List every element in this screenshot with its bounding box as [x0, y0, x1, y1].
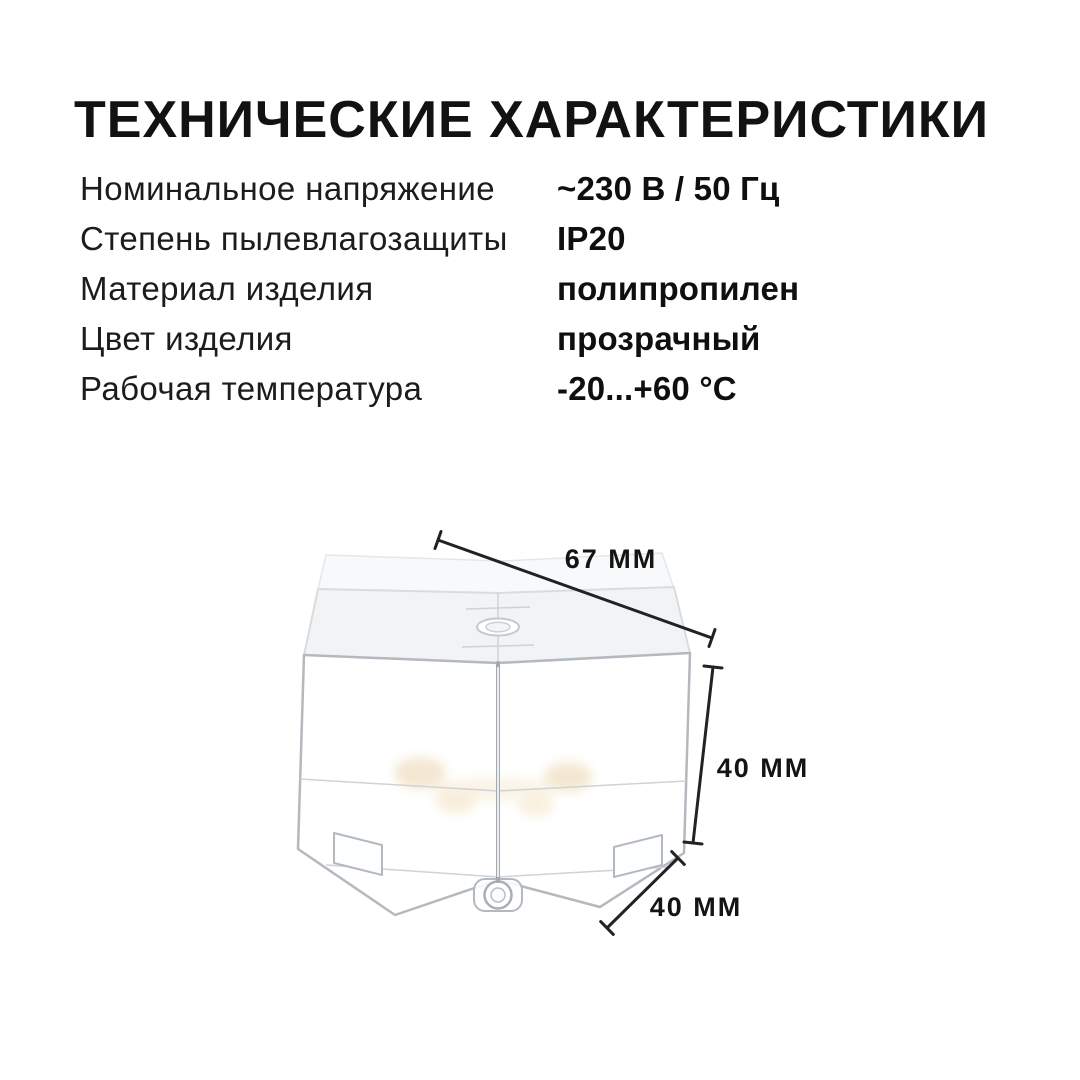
mounting-hole-inner	[491, 888, 505, 902]
spec-label: Рабочая температура	[80, 370, 423, 407]
spec-label: Цвет изделия	[80, 320, 293, 357]
spec-value: IP20	[557, 220, 626, 257]
spec-label: Степень пылевлагозащиты	[80, 220, 508, 257]
dimension-width-label: 67 ММ	[564, 544, 658, 574]
spec-row	[80, 214, 799, 264]
spec-label: Материал изделия	[80, 270, 374, 307]
page-title: ТЕХНИЧЕСКИЕ ХАРАКТЕРИСТИКИ	[74, 91, 990, 149]
dimension-height-label: 40 ММ	[716, 753, 810, 783]
spec-label: Номинальное напряжение	[80, 170, 495, 207]
spec-value: прозрачный	[557, 320, 761, 357]
spec-table	[80, 164, 799, 414]
product-figure	[250, 510, 810, 940]
spec-value: ~230 В / 50 Гц	[557, 170, 780, 207]
spec-row	[80, 364, 799, 414]
dimension-height	[684, 666, 809, 844]
product-right-face	[498, 653, 690, 907]
spec-value: полипропилен	[557, 270, 800, 307]
product-illustration	[250, 510, 810, 940]
spec-row	[80, 264, 799, 314]
product-render	[298, 553, 690, 915]
spec-row	[80, 314, 799, 364]
spec-row	[80, 164, 799, 214]
dimension-depth-label: 40 ММ	[649, 892, 743, 922]
spec-value: -20...+60 °С	[557, 370, 737, 407]
top-hole-inner	[486, 622, 510, 632]
